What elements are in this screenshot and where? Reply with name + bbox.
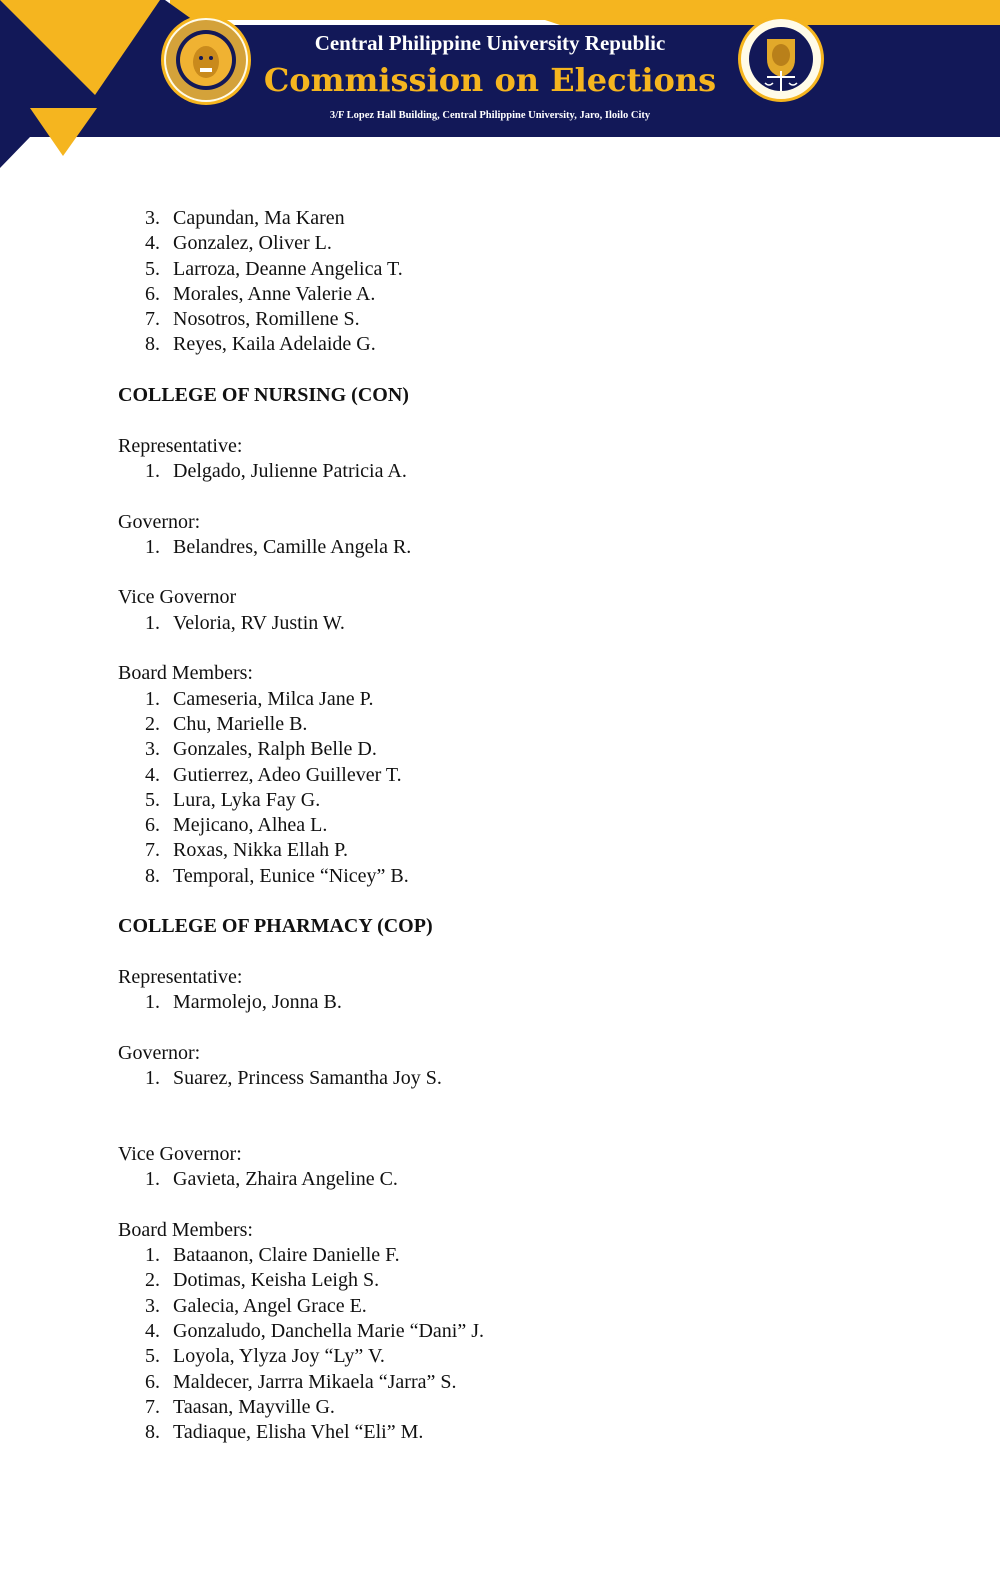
- college-section-nursing: [118, 383, 918, 889]
- list-item: 1. Gavieta, Zhaira Angeline C.: [145, 1168, 398, 1191]
- college-section-pharmacy: [118, 914, 918, 1445]
- document-body: [118, 206, 918, 1446]
- list-item: 4. Gutierrez, Adeo Guillever T.: [145, 763, 402, 786]
- list-item: 8. Tadiaque, Elisha Vhel “Eli” M.: [145, 1421, 424, 1444]
- position-label: Governor:: [118, 510, 201, 533]
- university-name: Central Philippine University Republic: [314, 31, 666, 55]
- list-item: 8. Reyes, Kaila Adelaide G.: [145, 333, 376, 356]
- position-label: Vice Governor:: [118, 1142, 242, 1165]
- list-item: 1. Cameseria, Milca Jane P.: [145, 687, 374, 710]
- list-item: 5. Larroza, Deanne Angelica T.: [145, 257, 403, 280]
- commission-title: Commission on Elections: [263, 61, 717, 99]
- list-item: 1. Veloria, RV Justin W.: [145, 611, 345, 634]
- position-label: Board Members:: [118, 1218, 253, 1241]
- list-item: 3. Capundan, Ma Karen: [145, 207, 345, 229]
- list-item: 4. Gonzaludo, Danchella Marie “Dani” J.: [145, 1320, 484, 1343]
- list-item: 1. Bataanon, Claire Danielle F.: [145, 1244, 400, 1267]
- list-item: 3. Gonzales, Ralph Belle D.: [145, 738, 377, 761]
- list-item: 6. Maldecer, Jarrra Mikaela “Jarra” S.: [145, 1370, 457, 1393]
- gold-top-strip: [170, 0, 1000, 25]
- list-item: 1. Marmolejo, Jonna B.: [145, 991, 342, 1014]
- list-item: 5. Lura, Lyka Fay G.: [145, 788, 321, 811]
- position-label: Governor:: [118, 1041, 201, 1064]
- position-label: Vice Governor: [118, 586, 237, 609]
- letterhead-banner: [0, 0, 1000, 170]
- list-item: 1. Delgado, Julienne Patricia A.: [145, 459, 407, 482]
- college-heading: COLLEGE OF PHARMACY (COP): [118, 915, 433, 938]
- list-item: 2. Dotimas, Keisha Leigh S.: [145, 1269, 380, 1292]
- list-item: 6. Mejicano, Alhea L.: [145, 814, 328, 837]
- list-item: 7. Roxas, Nikka Ellah P.: [145, 839, 348, 862]
- position-label: Representative:: [118, 965, 243, 988]
- list-item: 8. Temporal, Eunice “Nicey” B.: [145, 864, 409, 887]
- list-item: 3. Galecia, Angel Grace E.: [145, 1294, 367, 1317]
- list-item: 7. Taasan, Mayville G.: [145, 1395, 335, 1418]
- position-label: Board Members:: [118, 662, 253, 685]
- comelec-lion-scales-seal-icon: [737, 15, 825, 103]
- office-address: 3/F Lopez Hall Building, Central Philippine University, Jaro, Iloilo City: [329, 110, 651, 121]
- cpu-republic-lion-seal-icon: [160, 14, 252, 106]
- college-heading: COLLEGE OF NURSING (CON): [118, 384, 409, 407]
- list-item: 6. Morales, Anne Valerie A.: [145, 282, 376, 305]
- list-item: 7. Nosotros, Romillene S.: [145, 308, 360, 331]
- position-label: Representative:: [118, 434, 243, 457]
- list-item: 2. Chu, Marielle B.: [145, 712, 308, 735]
- list-item: 1. Belandres, Camille Angela R.: [145, 535, 412, 558]
- list-item: 5. Loyola, Ylyza Joy “Ly” V.: [145, 1345, 385, 1368]
- list-item: 1. Suarez, Princess Samantha Joy S.: [145, 1067, 442, 1090]
- continued-board-list: [118, 206, 918, 358]
- list-item: 4. Gonzalez, Oliver L.: [145, 232, 332, 255]
